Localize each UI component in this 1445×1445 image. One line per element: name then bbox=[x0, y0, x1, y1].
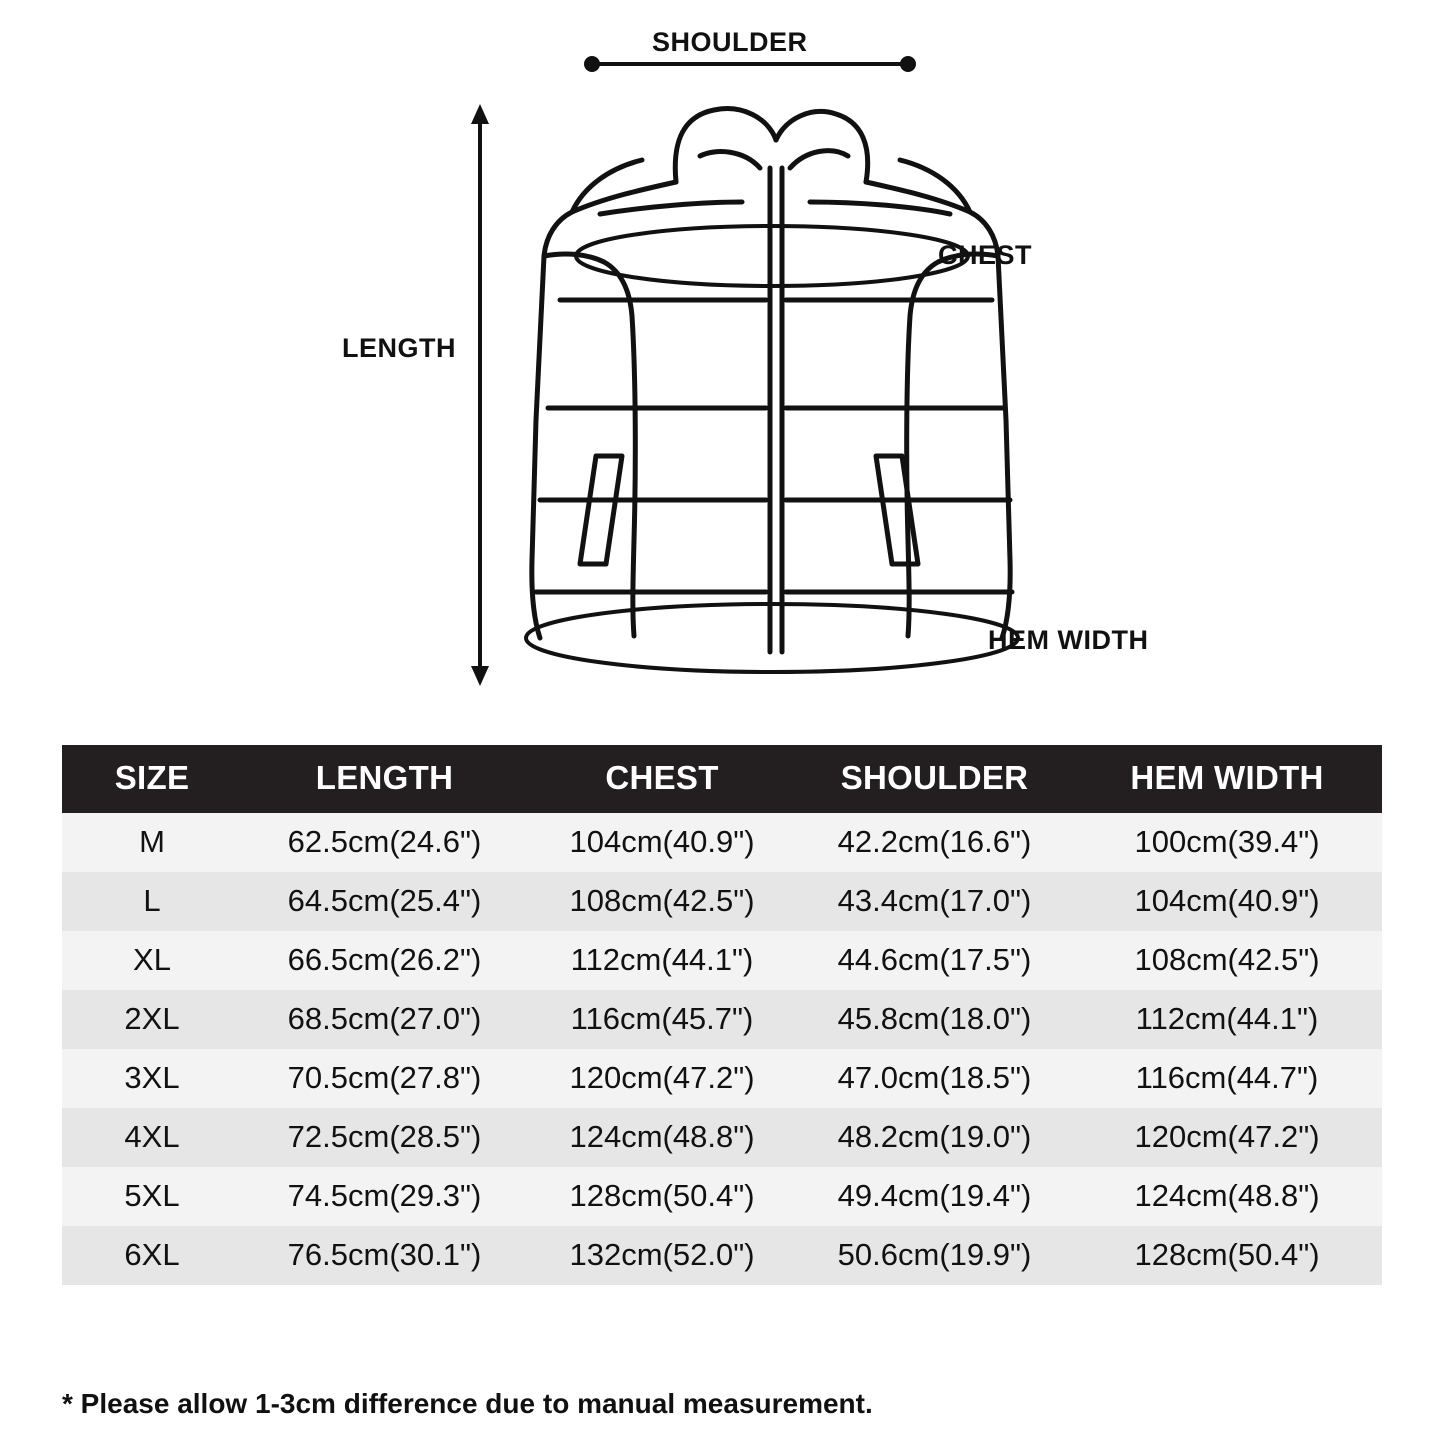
shoulder-dimension-arrow bbox=[584, 56, 916, 72]
cell-size: XL bbox=[133, 942, 171, 977]
cell-chest: 132cm(52.0") bbox=[569, 1237, 755, 1272]
cell-chest: 120cm(47.2") bbox=[569, 1060, 755, 1095]
cell-size: L bbox=[143, 883, 161, 918]
table-row bbox=[62, 931, 1382, 990]
cell-chest: 112cm(44.1") bbox=[570, 942, 754, 977]
column-header-shoulder: SHOULDER bbox=[797, 745, 1072, 813]
cell-length: 66.5cm(26.2") bbox=[287, 942, 482, 977]
table-row bbox=[62, 1167, 1382, 1226]
cell-length: 74.5cm(29.3") bbox=[287, 1178, 482, 1213]
cell-chest: 116cm(45.7") bbox=[570, 1001, 754, 1036]
cell-size: 2XL bbox=[124, 1001, 180, 1036]
label-shoulder: SHOULDER bbox=[652, 27, 808, 57]
table-row bbox=[62, 1226, 1382, 1285]
cell-shoulder: 45.8cm(18.0") bbox=[837, 1001, 1032, 1036]
cell-size: M bbox=[139, 824, 165, 859]
cell-chest: 104cm(40.9") bbox=[569, 824, 755, 859]
label-chest: CHEST bbox=[938, 240, 1033, 270]
cell-length: 62.5cm(24.6") bbox=[287, 824, 482, 859]
column-header-length: LENGTH bbox=[242, 745, 527, 813]
size-table bbox=[62, 745, 1382, 1285]
label-length: LENGTH bbox=[342, 333, 456, 363]
cell-hem-width: 116cm(44.7") bbox=[1135, 1060, 1319, 1095]
cell-hem-width: 100cm(39.4") bbox=[1134, 824, 1320, 859]
cell-length: 64.5cm(25.4") bbox=[287, 883, 482, 918]
cell-hem-width: 112cm(44.1") bbox=[1135, 1001, 1319, 1036]
measurement-footnote: * Please allow 1-3cm difference due to manual measurement. bbox=[62, 1388, 873, 1419]
cell-hem-width: 104cm(40.9") bbox=[1134, 883, 1320, 918]
cell-shoulder: 47.0cm(18.5") bbox=[837, 1060, 1032, 1095]
table-row bbox=[62, 1108, 1382, 1167]
table-row bbox=[62, 813, 1382, 872]
size-table-wrapper bbox=[62, 745, 1382, 1285]
cell-shoulder: 48.2cm(19.0") bbox=[837, 1119, 1032, 1154]
cell-chest: 124cm(48.8") bbox=[569, 1119, 755, 1154]
cell-size: 3XL bbox=[124, 1060, 180, 1095]
column-header-size: SIZE bbox=[62, 745, 242, 813]
cell-length: 68.5cm(27.0") bbox=[287, 1001, 482, 1036]
column-header-hem-width: HEM WIDTH bbox=[1072, 745, 1382, 813]
cell-hem-width: 128cm(50.4") bbox=[1134, 1237, 1320, 1272]
cell-length: 76.5cm(30.1") bbox=[287, 1237, 482, 1272]
cell-shoulder: 43.4cm(17.0") bbox=[837, 883, 1032, 918]
cell-size: 5XL bbox=[124, 1178, 180, 1213]
label-hem-width: HEM WIDTH bbox=[988, 625, 1149, 655]
cell-shoulder: 50.6cm(19.9") bbox=[837, 1237, 1032, 1272]
cell-shoulder: 42.2cm(16.6") bbox=[837, 824, 1032, 859]
table-row bbox=[62, 990, 1382, 1049]
cell-size: 4XL bbox=[124, 1119, 180, 1154]
table-header-row bbox=[62, 745, 1382, 813]
table-row bbox=[62, 1049, 1382, 1108]
cell-length: 70.5cm(27.8") bbox=[287, 1060, 482, 1095]
cell-hem-width: 120cm(47.2") bbox=[1134, 1119, 1320, 1154]
cell-shoulder: 49.4cm(19.4") bbox=[837, 1178, 1032, 1213]
cell-chest: 128cm(50.4") bbox=[569, 1178, 755, 1213]
table-row bbox=[62, 872, 1382, 931]
length-dimension-arrow bbox=[471, 104, 489, 686]
cell-length: 72.5cm(28.5") bbox=[287, 1119, 482, 1154]
cell-hem-width: 124cm(48.8") bbox=[1134, 1178, 1320, 1213]
cell-shoulder: 44.6cm(17.5") bbox=[837, 942, 1032, 977]
cell-size: 6XL bbox=[124, 1237, 180, 1272]
cell-hem-width: 108cm(42.5") bbox=[1134, 942, 1320, 977]
cell-chest: 108cm(42.5") bbox=[569, 883, 755, 918]
column-header-chest: CHEST bbox=[527, 745, 797, 813]
